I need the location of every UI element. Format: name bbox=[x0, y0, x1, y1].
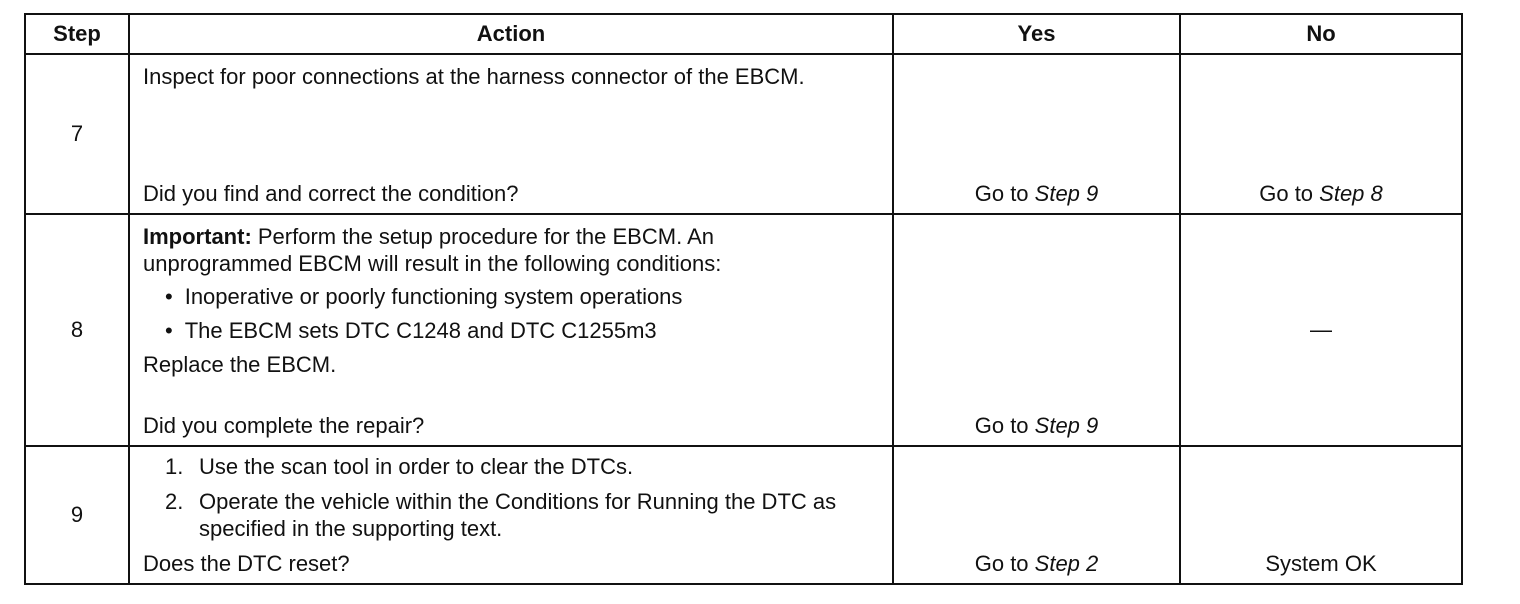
header-no: No bbox=[1180, 14, 1462, 54]
important-label: Important: bbox=[143, 224, 252, 249]
list-item: 2. Operate the vehicle within the Conditions for Running the DTC as specified in the supporting text. bbox=[165, 489, 837, 541]
table-row bbox=[25, 446, 1462, 584]
list-item: • Inoperative or poorly functioning system operations bbox=[165, 283, 882, 310]
header-yes: Yes bbox=[893, 14, 1180, 54]
important-text: Perform the setup procedure for the EBCM. An unprogrammed EBCM will result in the following conditions: bbox=[143, 224, 722, 276]
numbered-list bbox=[143, 453, 882, 542]
header-action: Action bbox=[129, 14, 893, 54]
table-row bbox=[25, 214, 1462, 446]
diagnostic-table bbox=[24, 13, 1463, 585]
yes-prefix: Go to bbox=[974, 181, 1035, 206]
yes-prefix: Go to bbox=[974, 551, 1035, 576]
action-cell bbox=[129, 446, 893, 584]
action-text: Inspect for poor connections at the harness connector of the EBCM. bbox=[143, 64, 805, 89]
header-step: Step bbox=[25, 14, 129, 54]
yes-cell bbox=[893, 214, 1180, 446]
no-step-link: Step 8 bbox=[1319, 181, 1383, 206]
yes-cell bbox=[893, 54, 1180, 214]
yes-step-link: Step 9 bbox=[1034, 181, 1099, 206]
question-text: Did you complete the repair? bbox=[143, 413, 425, 438]
list-item: • The EBCM sets DTC C1248 and DTC C1255m3 bbox=[165, 317, 882, 344]
replace-text: Replace the EBCM. bbox=[143, 352, 337, 377]
yes-step-link: Step 9 bbox=[1034, 413, 1099, 438]
question-text: Did you find and correct the condition? bbox=[143, 181, 519, 206]
no-text: System OK bbox=[1265, 551, 1377, 576]
question-text: Does the DTC reset? bbox=[143, 551, 350, 576]
yes-prefix: Go to bbox=[974, 413, 1035, 438]
no-cell bbox=[1180, 54, 1462, 214]
table-row bbox=[25, 54, 1462, 214]
no-prefix: Go to bbox=[1259, 181, 1320, 206]
yes-step-link: Step 2 bbox=[1034, 551, 1099, 576]
no-text: — bbox=[1310, 317, 1332, 342]
step-number: 9 bbox=[25, 446, 129, 584]
action-cell bbox=[129, 214, 893, 446]
header-row bbox=[25, 14, 1462, 54]
important-note bbox=[143, 223, 833, 277]
list-item: 1. Use the scan tool in order to clear the DTCs. bbox=[165, 454, 634, 479]
no-cell bbox=[1180, 446, 1462, 584]
action-cell bbox=[129, 54, 893, 214]
condition-list bbox=[143, 283, 882, 344]
yes-cell bbox=[893, 446, 1180, 584]
step-number: 7 bbox=[25, 54, 129, 214]
step-number: 8 bbox=[25, 214, 129, 446]
no-cell bbox=[1180, 214, 1462, 446]
